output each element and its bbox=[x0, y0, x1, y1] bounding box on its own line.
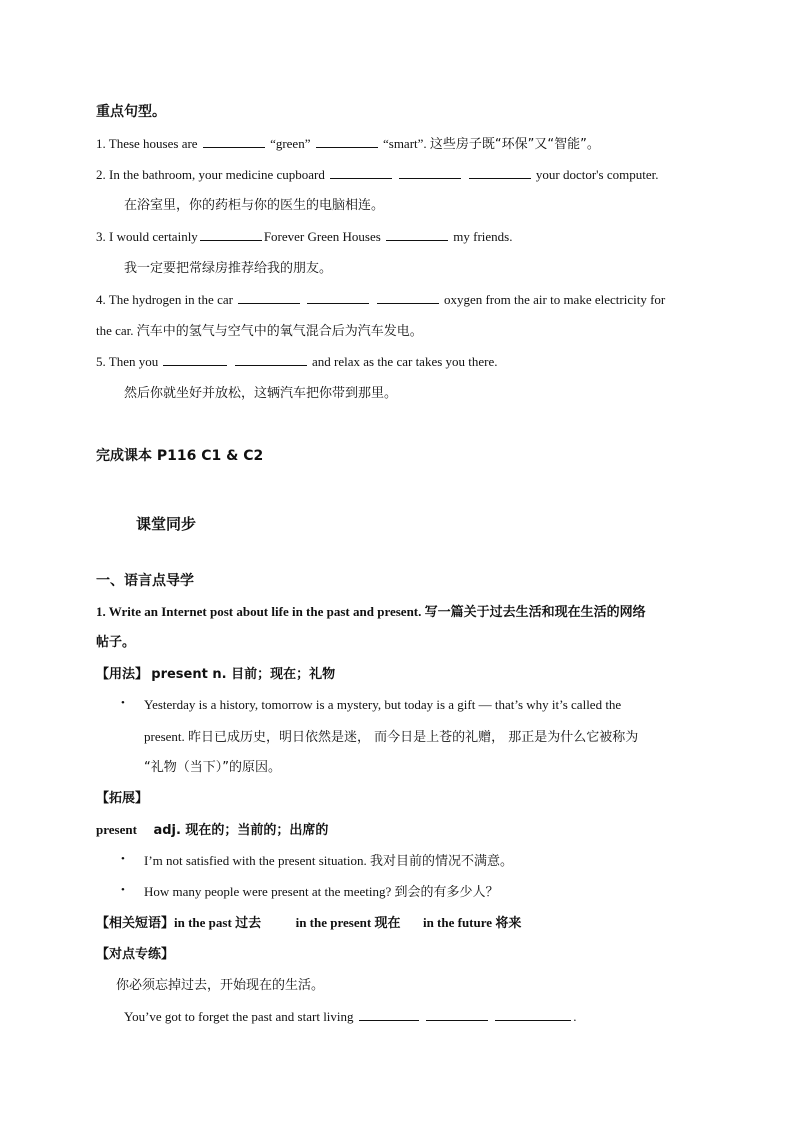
example-3: How many people were present at the meeting? 到会的有多少人？ bbox=[144, 884, 499, 900]
phrases-label: 【相关短语】 bbox=[96, 916, 175, 931]
class-sync-heading: 课堂同步 bbox=[136, 515, 197, 533]
sentence-3: 3. I would certainly Forever Green Houses my friends. bbox=[96, 229, 513, 244]
blank[interactable] bbox=[399, 165, 461, 179]
example-1-cont: present. 昨日已成历史，明日依然是迷， 而今日是上苍的礼赠， 那正是为什么它被称为 bbox=[144, 729, 639, 745]
sentence-2-translation: 在浴室里，你的药柜与你的医生的电脑相连。 bbox=[124, 198, 385, 213]
blank[interactable] bbox=[307, 290, 369, 304]
blank[interactable] bbox=[203, 134, 265, 148]
blank[interactable] bbox=[359, 1007, 419, 1021]
task-heading: 完成课本 P116 C1 & C2 bbox=[96, 448, 264, 464]
bullet-icon: • bbox=[121, 853, 125, 865]
example-1: Yesterday is a history, tomorrow is a mystery, but today is a gift — that’s why it’s called the bbox=[144, 697, 622, 712]
practice-sentence: You’ve got to forget the past and start living . bbox=[124, 1009, 577, 1024]
sentence-4: 4. The hydrogen in the car oxygen from the air to make electricity for bbox=[96, 292, 666, 307]
practice-label: 【对点专练】 bbox=[96, 947, 175, 962]
sentence-4-cont: the car. 汽车中的氢气与空气中的氧气混合后为汽车发电。 bbox=[96, 323, 423, 339]
blank[interactable] bbox=[238, 290, 300, 304]
sentence-5: 5. Then you and relax as the car takes you there. bbox=[96, 354, 498, 369]
usage-label: 【用法】 bbox=[96, 667, 149, 682]
blank[interactable] bbox=[163, 352, 227, 366]
blank[interactable] bbox=[330, 165, 392, 179]
blank[interactable] bbox=[469, 165, 531, 179]
blank[interactable] bbox=[316, 134, 378, 148]
practice-translation: 你必须忘掉过去，开始现在的生活。 bbox=[116, 978, 325, 993]
blank[interactable] bbox=[426, 1007, 488, 1021]
section-title-key-sentences: 重点句型。 bbox=[96, 104, 166, 120]
bullet-icon: • bbox=[121, 884, 125, 896]
extend-line: present adj. 现在的；当前的；出席的 bbox=[96, 822, 329, 838]
bullet-icon: • bbox=[121, 697, 125, 709]
example-1-end: “礼物（当下）”的原因。 bbox=[144, 760, 281, 775]
blank[interactable] bbox=[495, 1007, 571, 1021]
usage-line: 【用法】 present n. 目前；现在；礼物 bbox=[96, 667, 336, 682]
blank[interactable] bbox=[200, 227, 262, 241]
extend-label: 【拓展】 bbox=[96, 791, 149, 806]
sentence-1: 1. These houses are “green” “smart”. 这些房子既“环保”又“智能”。 bbox=[96, 136, 600, 152]
blank[interactable] bbox=[386, 227, 448, 241]
sentence-3-translation: 我一定要把常绿房推荐给我的朋友。 bbox=[124, 261, 333, 276]
phrases-line: 【相关短语】in the past 过去 in the present 现在 in the future 将来 bbox=[96, 915, 522, 931]
blank[interactable] bbox=[377, 290, 439, 304]
lang-points-heading: 一、语言点导学 bbox=[96, 573, 194, 589]
example-2: I’m not satisfied with the present situation. 我对目前的情况不满意。 bbox=[144, 853, 514, 869]
item-1: 1. Write an Internet post about life in the past and present. 写一篇关于过去生活和现在生活的网络 bbox=[96, 604, 646, 620]
item-1-cont: 帖子。 bbox=[96, 635, 136, 650]
sentence-5-translation: 然后你就坐好并放松，这辆汽车把你带到那里。 bbox=[124, 386, 398, 401]
blank[interactable] bbox=[235, 352, 307, 366]
sentence-2: 2. In the bathroom, your medicine cupboard your doctor's computer. bbox=[96, 167, 659, 182]
